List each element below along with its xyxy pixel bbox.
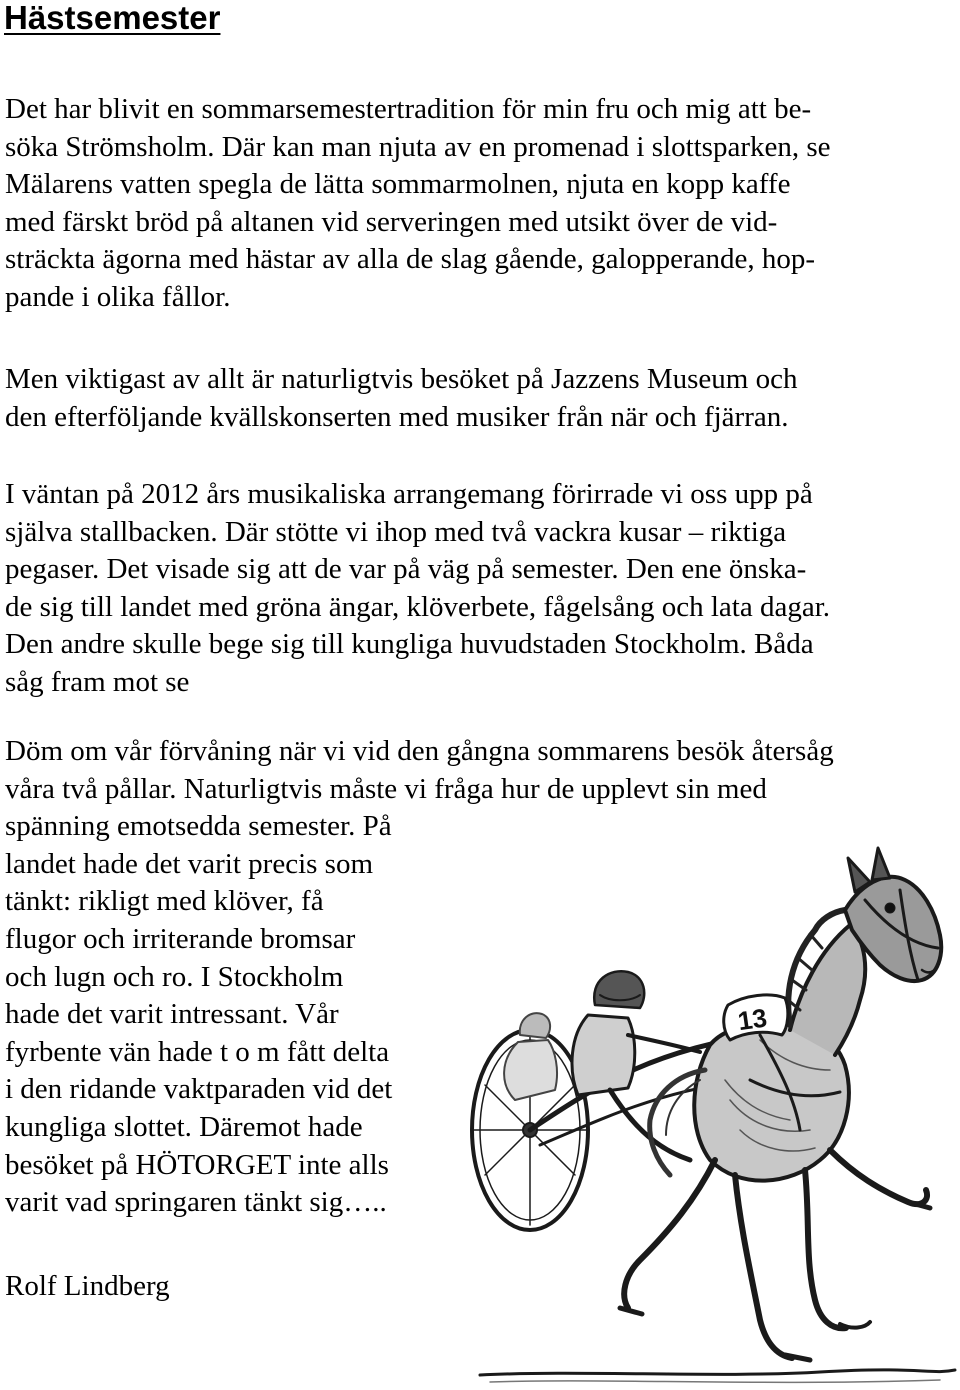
text-line: tänkt: rikligt med klöver, få [5, 885, 324, 918]
text-line: spänning emotsedda semester. På [5, 810, 392, 843]
text-line: Döm om vår förvåning när vi vid den gångna sommarens besök återsåg [5, 735, 834, 767]
text-line: varit vad springaren tänkt sig….. [5, 1186, 387, 1219]
text-line: Det har blivit en sommarsemestertradition för min fru och mig att be- [5, 93, 812, 125]
text-line: och lugn och ro. I Stockholm [5, 960, 344, 993]
paragraph-1 [5, 91, 831, 317]
front-leg [805, 1170, 846, 1328]
text-line: pegaser. Det visade sig att de var på väg på semester. Den ene önska- [5, 553, 807, 586]
text-line: hade det varit intressant. Vår [5, 998, 339, 1031]
hind-leg [735, 1175, 792, 1358]
text-line: besöket på HÖTORGET inte alls [5, 1148, 389, 1181]
article-title: Hästsemester [4, 0, 221, 36]
hind-leg [624, 1160, 715, 1308]
driver [572, 971, 700, 1160]
text-line: flugor och irriterande bromsar [5, 922, 356, 955]
text-line: landet hade det varit precis som [5, 847, 374, 880]
text-line: kungliga slottet. Däremot hade [5, 1110, 363, 1143]
background-driver [504, 1013, 557, 1100]
paragraph-3 [5, 476, 830, 702]
text-line: I väntan på 2012 års musikaliska arrangemang förirrade vi oss upp på [5, 478, 813, 510]
text-line: fyrbente vän hade t o m fått delta [5, 1035, 390, 1068]
text-line: söka Strömsholm. Där kan man njuta av en promenad i slottsparken, se [5, 130, 831, 163]
text-line: våra två pållar. Naturligtvis måste vi fråga hur de upplevt sin med [5, 772, 767, 805]
race-number: 13 [735, 1002, 769, 1037]
text-line: Men viktigast av allt är naturligtvis besöket på Jazzens Museum och [5, 363, 798, 395]
text-line: de sig till landet med gröna ängar, klöverbete, fågelsång och lata dagar. [5, 590, 831, 623]
ground-line [480, 1370, 955, 1375]
text-line: Den andre skulle bege sig till kungliga huvudstaden Stockholm. Båda [5, 628, 814, 661]
text-line: med färskt bröd på altanen vid serveringen med utsikt över de vid- [5, 205, 778, 238]
text-line: i den ridande vaktparaden vid det [5, 1073, 393, 1106]
text-line: Mälarens vatten spegla de lätta sommarmolnen, njuta en kopp kaffe [5, 168, 791, 201]
paragraph-2 [5, 361, 797, 436]
horse [620, 848, 941, 1360]
text-line: pande i olika fållor. [5, 280, 231, 313]
author-signature: Rolf Lindberg [5, 1270, 170, 1302]
text-line: den efterföljande kvällskonserten med musiker från när och fjärran. [5, 400, 789, 433]
text-line: såg fram mot se [5, 665, 190, 698]
text-line: själva stallbacken. Där stötte vi ihop med två vackra kusar – riktiga [5, 515, 787, 548]
front-leg [830, 1150, 927, 1204]
text-line: sträckta ägorna med hästar av alla de slag gående, galopperande, hop- [5, 243, 816, 276]
trotting-horse-illustration [460, 830, 960, 1390]
